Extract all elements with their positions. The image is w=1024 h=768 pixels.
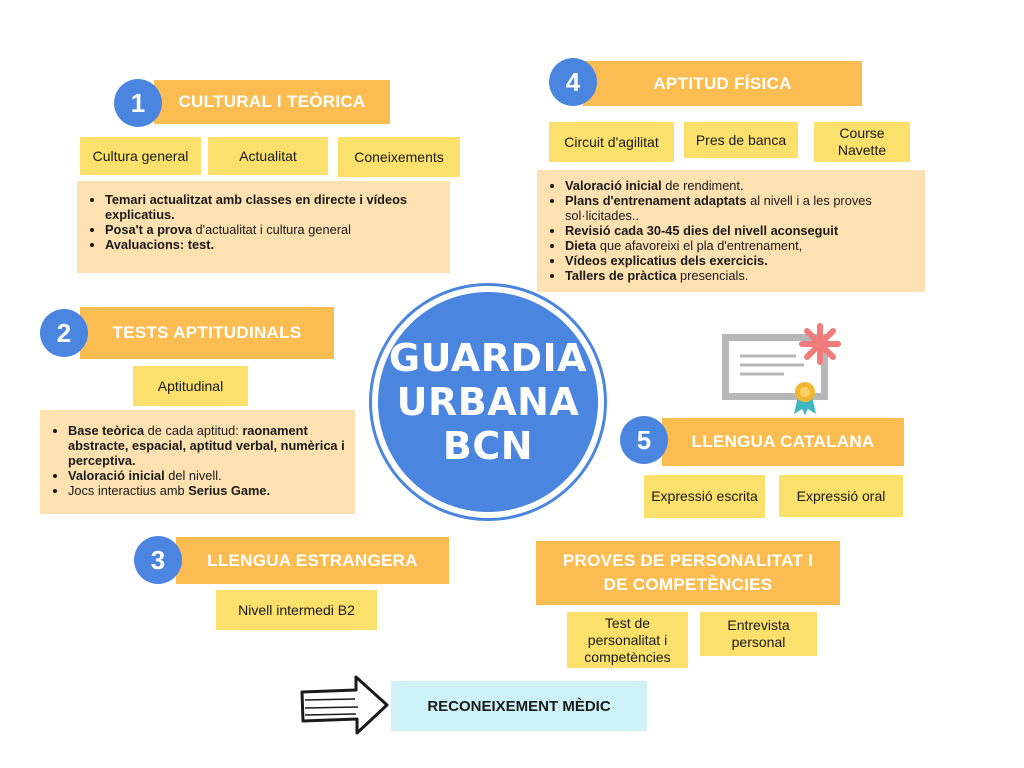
section1-tag-actualitat: Actualitat [208,137,328,175]
section2-tag-aptitudinal: Aptitudinal [133,366,248,406]
section3-title: LLENGUA ESTRANGERA [207,550,418,570]
certificate-icon [718,322,842,418]
arrow-right-icon [298,674,390,736]
section1-number: 1 [114,79,162,127]
section5-tag-oral: Expressió oral [779,475,903,517]
section2-header [80,307,334,359]
center-title-circle [378,292,598,512]
section2-bullet: • Jocs interactius amb Serius Game. [68,483,349,498]
section4-bullet: • Plans d'entrenament adaptats al nivell i a les proves sol·licitades.. [565,193,919,223]
section2-title: TESTS APTITUDINALS [112,323,302,342]
section4-details [537,170,925,292]
section1-bullet: • Posa't a prova d'actualitat i cultura general [105,222,440,237]
section1-tag-cultura-general: Cultura general [80,137,201,175]
section4-tag-pres-banca: Pres de banca [684,122,798,158]
section4-header [583,61,862,106]
section6-title-line1: PROVES DE PERSONALITAT I [562,551,814,570]
reconeixement-medic-label: RECONEIXEMENT MÈDIC [427,697,611,715]
section4-bullet: • Dieta que afavoreixi el pla d'entrenament, [565,238,919,253]
section4-bullet: • Revisió cada 30-45 dies del nivell aconseguit [565,223,919,238]
section3-tag-b2: Nivell intermedi B2 [216,590,377,630]
section5-number: 5 [620,416,668,464]
section4-tag-course-navette: Course Navette [814,122,910,162]
section5-header [662,418,904,466]
center-title-line1: GUARDIA [388,336,588,380]
section5-title: LLENGUA CATALANA [691,432,875,451]
section6-tag-entrevista: Entrevista personal [700,612,817,656]
section4-bullet: • Vídeos explicatius dels exercicis. [565,253,919,268]
section1-bullet: • Temari actualitzat amb classes en directe i vídeos explicatius. [105,192,440,222]
section1-tag-coneixements: Coneixements [338,137,460,177]
section6-header [536,541,840,605]
section6-title-line2: DE COMPETÈNCIES [603,575,773,594]
section4-bullet: • Valoració inicial de rendiment. [565,178,919,193]
section4-tag-circuit: Circuit d'agilitat [549,122,674,162]
section1-header [154,80,390,124]
section5-tag-escrita: Expressió escrita [644,475,765,518]
section1-bullet: • Avaluacions: test. [105,237,440,252]
section4-number: 4 [549,58,597,106]
section6-tag-test: Test de personalitat i competències [567,612,688,668]
section2-bullet: • Valoració inicial del nivell. [68,468,349,483]
section3-header [176,537,449,584]
section4-title: APTITUD FÍSICA [653,73,792,93]
section2-number: 2 [40,309,88,357]
section4-bullet: • Tallers de pràctica presencials. [565,268,919,283]
section3-number: 3 [134,536,182,584]
section1-title: CULTURAL I TEÒRICA [178,92,366,111]
center-title-line2: URBANA BCN [396,380,580,468]
section2-details [40,410,355,514]
section1-details [77,181,450,273]
section2-bullet: • Base teòrica de cada aptitud: raonament abstracte, espacial, aptitud verbal, numèrica i perceptiva. [68,423,349,468]
reconeixement-medic-box [391,681,647,731]
